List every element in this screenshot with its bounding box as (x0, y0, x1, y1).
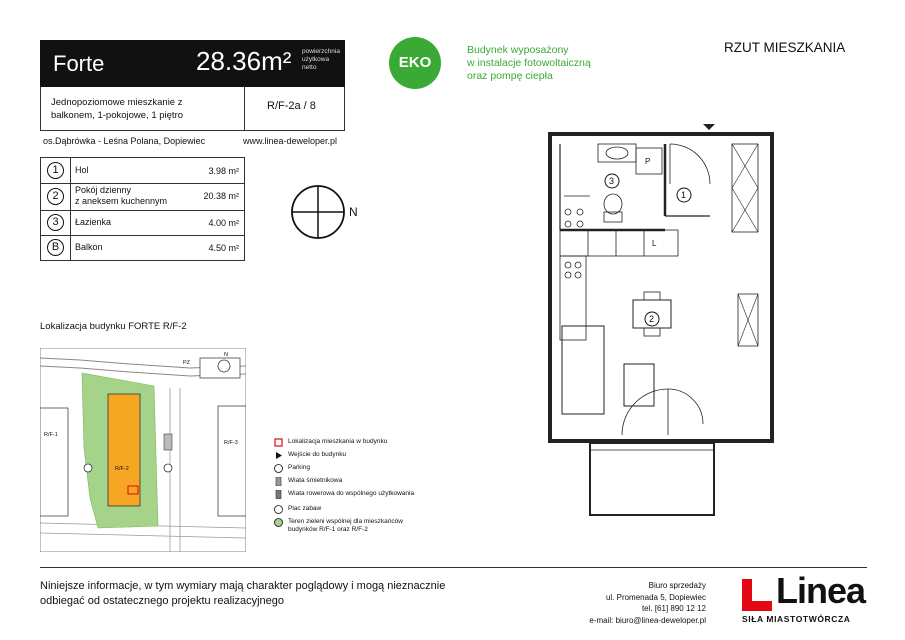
entrance-arrow-icon (274, 451, 283, 460)
office-email[interactable]: e-mail: biuro@linea-deweloper.pl (589, 615, 706, 625)
room-area: 4.00 m² (208, 218, 239, 228)
site-label-rf1: R/F-1 (44, 432, 58, 438)
apartment-header (40, 40, 345, 87)
plan-appliance-label: P (645, 157, 651, 166)
room-area: 3.98 m² (208, 166, 239, 176)
office-line: tel. [61] 890 12 12 (641, 604, 706, 613)
apartment-name: Forte (53, 51, 105, 76)
room-row (41, 158, 244, 184)
room-name: Hol (75, 165, 89, 175)
office-line: Biuro sprzedaży (648, 581, 706, 590)
divider (70, 183, 71, 210)
legend-text: Wejście do budynku (288, 451, 347, 458)
legend-item (274, 477, 343, 488)
floor-plan (540, 120, 780, 520)
office-line: ul. Promenada 5, Dopiewiec (605, 592, 706, 602)
legend-item (274, 518, 403, 533)
room-number: 1 (47, 162, 64, 179)
site-label-north: N (224, 352, 228, 358)
room-number: 2 (47, 188, 64, 205)
legend-text (288, 518, 403, 534)
logo-tagline: SIŁA MIASTOTWÓRCZA (742, 614, 851, 624)
disclaimer-line: Niniejsze informacje, w tym wymiary mają charakter poglądowy i mogą nieznacznie (40, 580, 446, 592)
room-name-line: Pokój dzienny (75, 185, 132, 195)
legend-item (274, 438, 388, 449)
disclaimer (40, 579, 445, 609)
site-map-title: Lokalizacja budynku FORTE R/F-2 (40, 321, 187, 332)
waste-shelter-icon (274, 477, 283, 486)
eko-badge: EKO (389, 37, 441, 89)
area-description: powierzchnia użytkowa netto (302, 48, 340, 71)
sales-office (568, 580, 706, 626)
plan-room-3-label: 3 (609, 176, 615, 186)
location-text: os.Dąbrówka - Leśna Polana, Dopiewiec (43, 136, 206, 146)
apartment-code: R/F-2a / 8 (267, 100, 316, 112)
description-line: Jednopoziomowe mieszkanie z (51, 97, 183, 108)
logo-word: Linea (776, 570, 866, 611)
legend-text: Lokalizacja mieszkania w budynku (288, 438, 388, 445)
eko-line: Budynek wyposażony (467, 44, 569, 56)
site-label-rf3: R/F-3 (224, 440, 238, 446)
divider (70, 235, 71, 260)
apartment-marker-icon (274, 438, 283, 447)
room-name (75, 185, 167, 207)
legend-item (274, 464, 311, 475)
compass-icon (290, 184, 346, 240)
room-row (41, 235, 244, 260)
room-name: Łazienka (75, 217, 112, 227)
compass-north-label: N (349, 205, 358, 219)
legend-text: Parking (288, 464, 311, 471)
legend-text: Wiata rowerowa do wspólnego użytkowania (288, 490, 415, 497)
plan-room-1-label: 1 (681, 190, 687, 200)
plan-title: RZUT MIESZKANIA (724, 40, 846, 55)
plan-appliance-label: L (652, 239, 657, 248)
legend-text: Plac zabaw (288, 505, 322, 512)
divider (70, 210, 71, 235)
legend-text-line: Teren zieleni wspólnej dla mieszkańców (288, 518, 403, 525)
legend-text: Wiata śmietnikowa (288, 477, 343, 484)
room-row (41, 210, 244, 236)
footer-divider (40, 567, 867, 568)
disclaimer-line: odbiegać od ostatecznego projektu realizacyjnego (40, 595, 284, 607)
plan-room-2-label: 2 (649, 314, 655, 324)
legend-item (274, 490, 415, 501)
divider (70, 158, 71, 183)
legend-item (274, 451, 347, 462)
eko-description (467, 44, 591, 83)
room-area: 20.38 m² (203, 191, 239, 201)
room-row (41, 183, 244, 211)
room-name-line: z aneksem kuchennym (75, 196, 168, 206)
eko-line: w instalacje fotowoltaiczną (467, 57, 591, 69)
eko-line: oraz pompę ciepła (467, 70, 553, 82)
site-label-pz: PZ (183, 360, 191, 366)
room-number: 3 (47, 214, 64, 231)
site-map (40, 348, 246, 552)
playground-icon (274, 505, 283, 514)
site-label-rf2: R/F-2 (115, 466, 129, 472)
room-name: Balkon (75, 242, 103, 252)
room-number: B (47, 239, 64, 256)
apartment-area: 28.36m² (196, 46, 292, 76)
rooms-table (40, 157, 245, 261)
green-area-icon (274, 518, 283, 527)
apartment-info (40, 87, 345, 131)
apartment-description (51, 96, 241, 122)
description-line: balkonem, 1-pokojowe, 1 piętro (51, 110, 184, 121)
logo-mark-icon (742, 579, 774, 611)
room-area: 4.50 m² (208, 243, 239, 253)
legend-text-line: budynków R/F-1 oraz R/F-2 (288, 526, 368, 533)
website-link[interactable]: www.linea-deweloper.pl (243, 136, 338, 146)
parking-icon (274, 464, 283, 473)
bike-shelter-icon (274, 490, 283, 499)
divider (244, 87, 245, 130)
legend-item (274, 505, 322, 516)
